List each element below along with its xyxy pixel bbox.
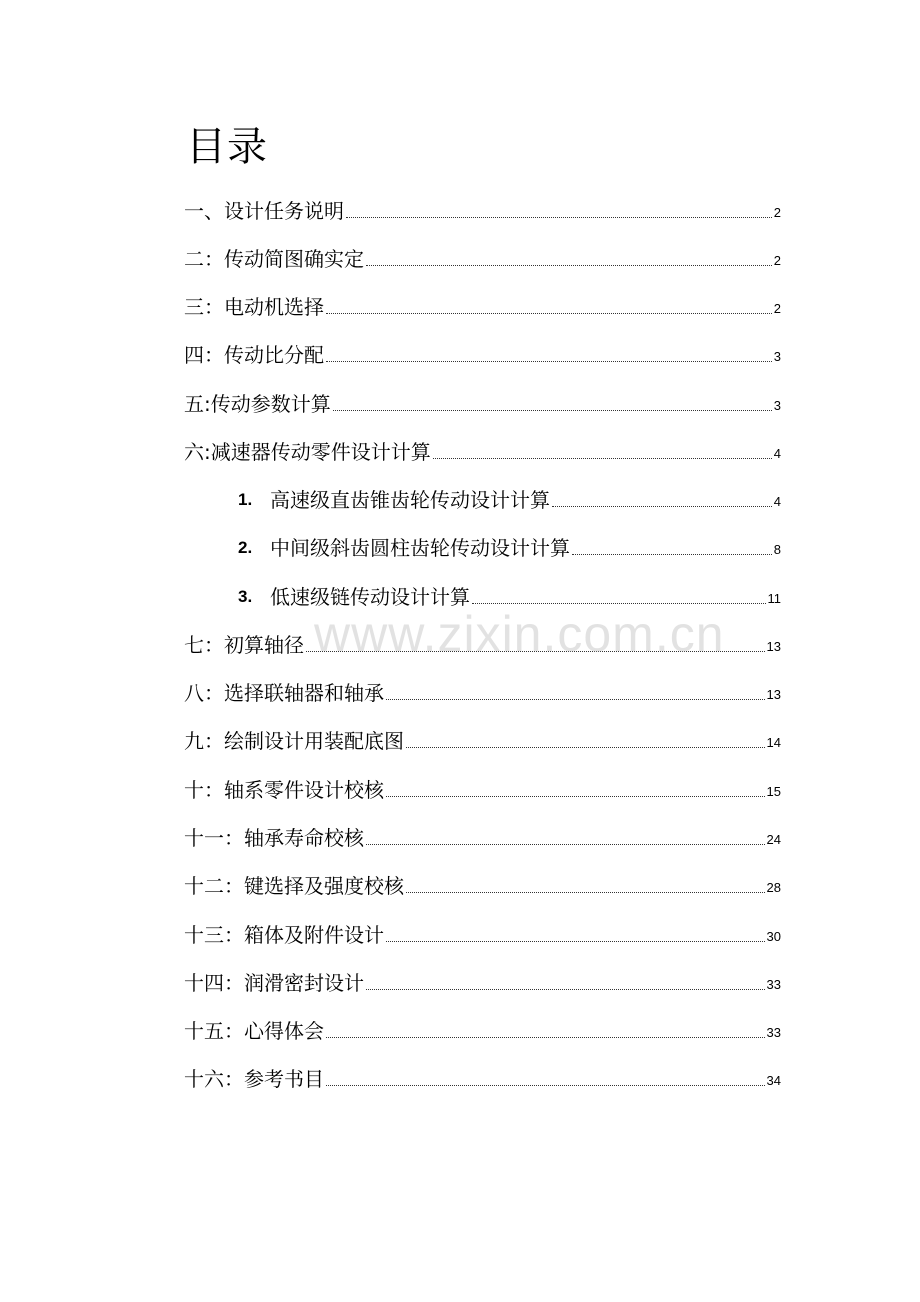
dot-leader bbox=[386, 698, 765, 700]
toc-entry-title: 二：传动简图确实定 bbox=[184, 247, 364, 271]
toc-entry-title: 一、设计任务说明 bbox=[184, 199, 344, 223]
dot-leader bbox=[326, 312, 772, 314]
toc-entry-title: 中间级斜齿圆柱齿轮传动设计计算 bbox=[270, 536, 570, 560]
toc-entry[interactable] bbox=[184, 194, 781, 224]
toc-entry[interactable] bbox=[184, 435, 781, 465]
toc-page-number: 34 bbox=[766, 1073, 781, 1088]
toc-subentry[interactable] bbox=[238, 580, 781, 610]
toc-entry[interactable] bbox=[184, 676, 781, 706]
toc-entry-title: 十一：轴承寿命校核 bbox=[184, 826, 364, 850]
dot-leader bbox=[386, 940, 765, 942]
toc-entry-title: 四：传动比分配 bbox=[184, 343, 324, 367]
toc-entry-title: 高速级直齿锥齿轮传动设计计算 bbox=[270, 488, 550, 512]
toc-page-number: 3 bbox=[773, 398, 781, 413]
dot-leader bbox=[386, 795, 765, 797]
toc-page-number: 11 bbox=[767, 591, 781, 606]
dot-leader bbox=[406, 891, 765, 893]
toc-entry-title: 十五：心得体会 bbox=[184, 1019, 324, 1043]
toc-page-number: 8 bbox=[773, 542, 781, 557]
toc-entry-title: 十：轴系零件设计校核 bbox=[184, 778, 384, 802]
dot-leader bbox=[433, 457, 772, 459]
toc-entry-number: 1. bbox=[238, 490, 253, 509]
toc-entry[interactable] bbox=[184, 1014, 781, 1044]
dot-leader bbox=[572, 553, 772, 555]
toc-entry[interactable] bbox=[184, 821, 781, 851]
toc-entry[interactable] bbox=[184, 869, 781, 899]
toc-entry-title: 三：电动机选择 bbox=[184, 295, 324, 319]
toc-page-number: 13 bbox=[766, 639, 781, 654]
toc-entry-title: 九：绘制设计用装配底图 bbox=[184, 729, 404, 753]
toc-page-number: 33 bbox=[766, 977, 781, 992]
toc-entry[interactable] bbox=[184, 1062, 781, 1092]
dot-leader bbox=[326, 360, 772, 362]
dot-leader bbox=[366, 264, 772, 266]
toc-page-number: 15 bbox=[766, 784, 781, 799]
dot-leader bbox=[472, 602, 766, 604]
toc-page-number: 24 bbox=[766, 832, 781, 847]
toc-subentry[interactable] bbox=[238, 483, 781, 513]
toc-entry-title: 六:减速器传动零件设计计算 bbox=[184, 440, 431, 464]
toc-page-number: 30 bbox=[766, 929, 781, 944]
toc-entry-number: 2. bbox=[238, 538, 253, 557]
toc-entry-title: 十二：键选择及强度校核 bbox=[184, 874, 404, 898]
watermark: www.zixin.com.cn bbox=[314, 606, 725, 662]
toc-entry-title: 十四：润滑密封设计 bbox=[184, 971, 364, 995]
toc-entry[interactable] bbox=[184, 387, 781, 417]
toc-entry-title: 八：选择联轴器和轴承 bbox=[184, 681, 384, 705]
dot-leader bbox=[552, 505, 772, 507]
toc-page-number: 33 bbox=[766, 1025, 781, 1040]
toc-entry[interactable] bbox=[184, 773, 781, 803]
dot-leader bbox=[366, 843, 765, 845]
toc-entry-title: 低速级链传动设计计算 bbox=[270, 585, 470, 609]
toc-page-number: 2 bbox=[773, 205, 781, 220]
toc-entry-title: 五:传动参数计算 bbox=[184, 392, 331, 416]
toc-page-number: 4 bbox=[773, 494, 781, 509]
toc-entry-title: 十六：参考书目 bbox=[184, 1067, 324, 1091]
toc-entry-title: 十三：箱体及附件设计 bbox=[184, 923, 384, 947]
toc-subentry[interactable] bbox=[238, 531, 781, 561]
dot-leader bbox=[306, 650, 765, 652]
toc-page-number: 28 bbox=[766, 880, 781, 895]
toc-entry[interactable] bbox=[184, 242, 781, 272]
toc-entry[interactable] bbox=[184, 338, 781, 368]
toc-entry[interactable] bbox=[184, 918, 781, 948]
toc-entry[interactable] bbox=[184, 290, 781, 320]
toc-entry-number: 3. bbox=[238, 587, 253, 606]
dot-leader bbox=[366, 988, 765, 990]
dot-leader bbox=[333, 409, 772, 411]
toc-page-number: 3 bbox=[773, 349, 781, 364]
dot-leader bbox=[406, 746, 765, 748]
toc-entry-title: 七：初算轴径 bbox=[184, 633, 304, 657]
toc-page-number: 2 bbox=[773, 301, 781, 316]
dot-leader bbox=[346, 216, 772, 218]
toc-entry[interactable] bbox=[184, 966, 781, 996]
dot-leader bbox=[326, 1084, 765, 1086]
page-title: 目录 bbox=[186, 124, 268, 170]
toc-page-number: 4 bbox=[773, 446, 781, 461]
dot-leader bbox=[326, 1036, 765, 1038]
toc-page-number: 14 bbox=[766, 735, 781, 750]
toc-page-number: 2 bbox=[773, 253, 781, 268]
toc-entry[interactable] bbox=[184, 724, 781, 754]
toc-entry[interactable] bbox=[184, 628, 781, 658]
toc-page-number: 13 bbox=[766, 687, 781, 702]
